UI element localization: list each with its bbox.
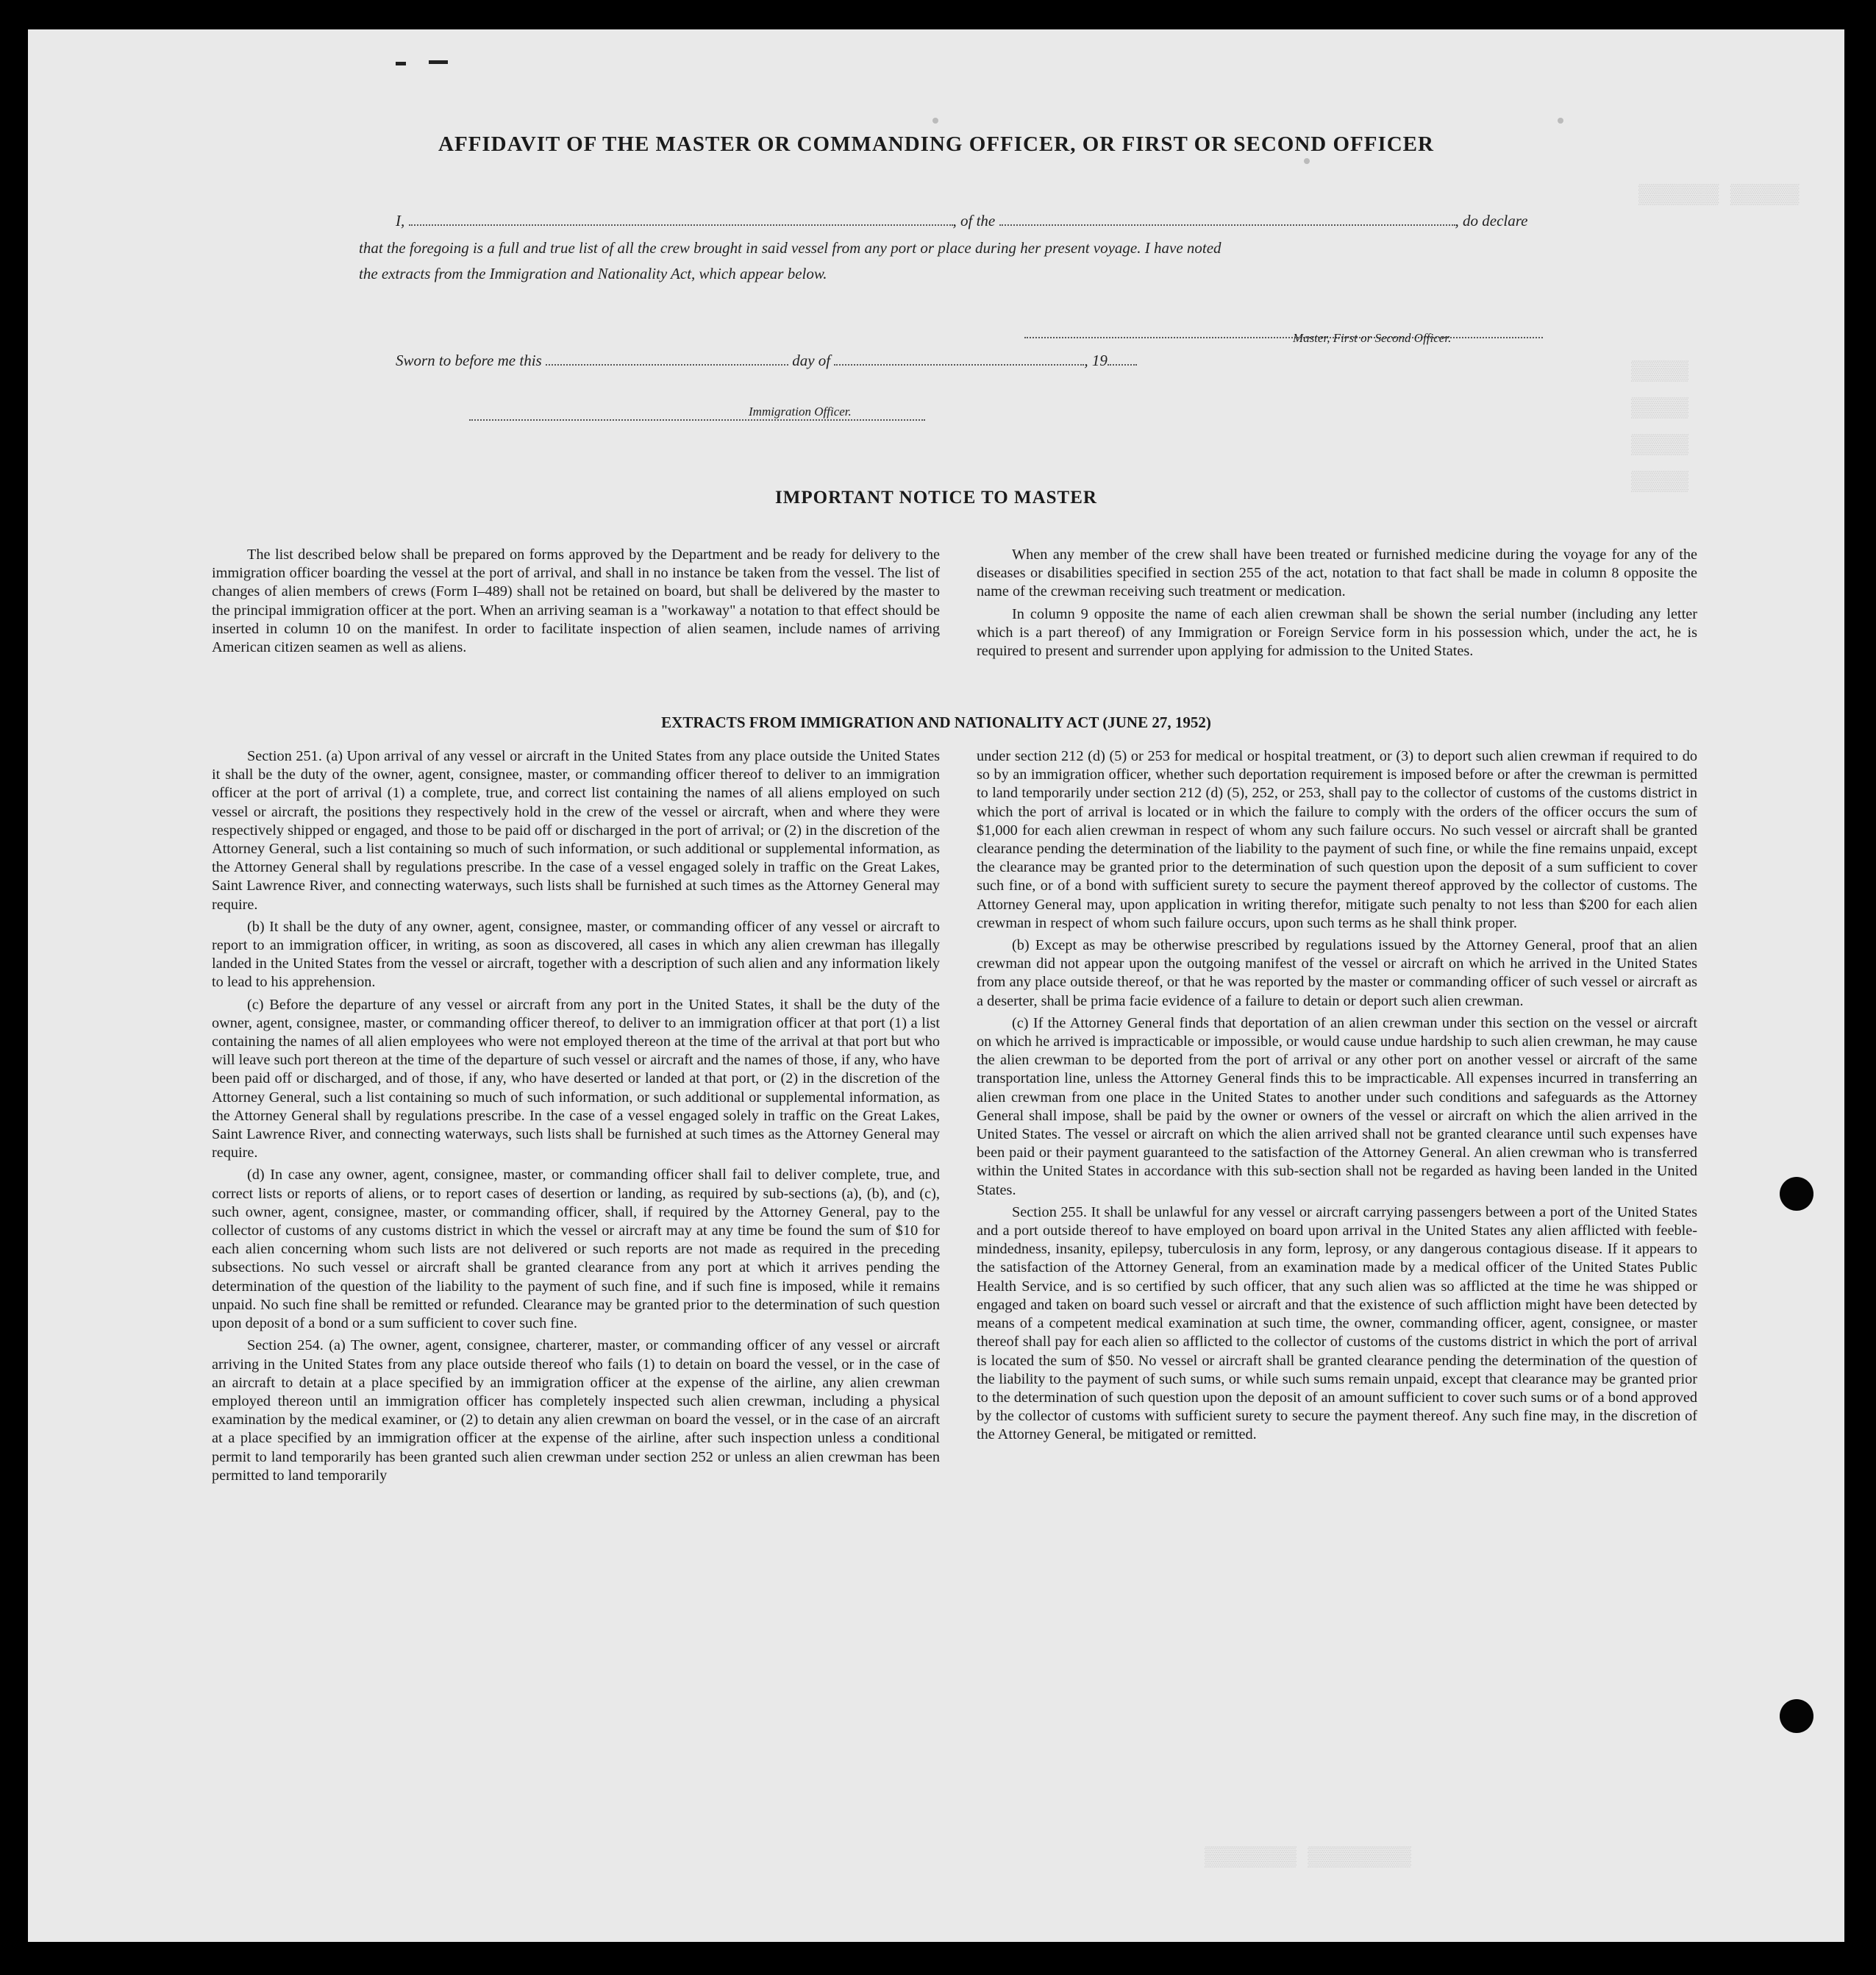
notice-left-column (212, 546, 940, 661)
section-254-a: Section 254. (a) The owner, agent, consignee, charterer, master, or commanding officer of any vessel or aircraft arriving in the United States from any place outside thereof who fails (1) to detain on board the vessel, or in the case of an aircraft to detain at a place specified by an immigration officer at the expense of the airline, any alien crewman employed thereon until an immigration officer has completely inspected such alien crewman, including a physical examination by the medical examiner, or (2) to detain any alien crewman on board the vessel, or in the case of an aircraft at a place specified by an immigration officer at the expense of the airline, after such inspection unless a conditional permit to land temporarily has been granted such alien crewman under section 252 or unless an alien crewman has been permitted to land temporarily (212, 1337, 940, 1484)
bleed-through: ▒▒▒▒▒▒▒▒ ▒▒▒▒▒▒▒▒▒ (1205, 1846, 1411, 1868)
sworn-day-field[interactable] (546, 349, 788, 366)
sworn-line (396, 349, 1137, 370)
affidavit-line-2: that the foregoing is a full and true list of all the crew brought in said vessel from any port or place during her present voyage. I have noted (359, 239, 1221, 257)
notice-right-paragraph-1: When any member of the crew shall have been treated or furnished medicine during the voyage for any of the diseases or disabilities specified in section 255 of the act, notation to that fact shall be made in column 8 opposite the name of the crewman receiving such treatment or medication. (977, 547, 1697, 600)
bleed-through: ▒▒▒▒▒ (1631, 434, 1689, 456)
affidavit-line-1 (396, 210, 1527, 230)
section-254-b: (b) Except as may be otherwise prescribed by regulations issued by the Attorney General, proof that an alien crewman did not appear upon the outgoing manifest of the vessel or aircraft on which he arrived in the United States from any place outside thereof, or that he was reported by the master or commanding officer of such vessel or aircraft as a deserter, shall be prima facie evidence of a failure to detain or deport such alien crewman. (977, 937, 1697, 1009)
declarant-name-field[interactable] (409, 210, 953, 226)
sworn-label: Sworn to before me this (396, 352, 542, 369)
of-the-label: , of the (952, 212, 996, 229)
section-254-a-continued: under section 212 (d) (5) or 253 for medical or hospital treatment, or (3) to deport such alien crewman if required to do so by an immigration officer, whether such deportation requirement is imposed before or after the crewman is permitted to land temporarily under section 212 (d) (5), 252, or 253, shall pay to the collector of customs of the customs district in which the port of arrival is located or in which the failure to comply with the orders of the officer occurs the sum of $1,000 for each alien crewman in respect of whom any such failure occurs. No such vessel or aircraft shall be granted clearance pending the determination of the liability to the payment of such fine, or while the fine remains unpaid, except the clearance may be granted prior to the determination of such question upon the deposit of a sum sufficient to cover such fine, or of a bond with sufficient surety to secure the payment thereof approved by the collector of customs. The Attorney General may, upon application in writing therefor, mitigate such penalty to not less than $200 for each alien crewman in respect of whom such failure occurs, upon such terms as he shall think proper. (977, 748, 1697, 931)
document-page (28, 29, 1844, 1942)
section-255: Section 255. It shall be unlawful for any vessel or aircraft carrying passengers between a port of the United States and a port outside thereof to have employed on board upon arrival in the United States any alien afflicted with feeble-mindedness, insanity, epilepsy, tuberculosis in any form, leprosy, or any dangerous contagious disease. If it appears to the satisfaction of the Attorney General, from an examination made by a medical officer of the United States Public Health Service, and is so certified by such officer, that any such alien was so afflicted at the time he was shipped or engaged and taken on board such vessel or aircraft and that the existence of such affliction might have been detected by means of a competent medical examination at such time, the owner, commanding officer, agent, consignee, or master thereof shall pay for each alien so afflicted to the collector of customs of the customs district in which the port of arrival is located the sum of $50. No vessel or aircraft shall be granted clearance pending the determination of the question of the liability to the payment of such sums, or while such sums remain unpaid, except that clearance may be granted prior to the determination of such question upon the deposit of an amount sufficient to cover such sums or of a bond approved by the collector of customs with sufficient surety to secure the payment thereof. Any such fine may, in the discretion of the Attorney General, be mitigated or remitted. (977, 1203, 1697, 1443)
extracts-left-column (212, 747, 940, 1489)
section-254-c: (c) If the Attorney General finds that deportation of an alien crewman under this section on the vessel or aircraft on which he arrived is impracticable or impossible, or would cause undue hardship to such alien crewman, he may cause the alien crewman to be deported from the port of arrival or any other port on another vessel or aircraft of the same transportation line, unless the Attorney General finds this to be impracticable. All expenses incurred in transferring an alien crewman from one place in the United States to another under such conditions and safeguards as the Attorney General shall impose, shall be paid by the owner or owners of the vessel or aircraft on which the alien arrived in the United States. The vessel or aircraft on which the alien arrived shall not be granted clearance until such expenses have been paid or their payment guaranteed to the satisfaction of the Attorney General. An alien crewman who is transferred within the United States in accordance with this sub-section shall not be regarded as having been landed in the United States. (977, 1014, 1697, 1198)
notice-left-paragraph: The list described below shall be prepared on forms approved by the Department and be ready for delivery to the immigration officer boarding the vessel at the port of arrival, and shall in no instance be taken from the vessel. The list of changes of alien members of crews (Form I–489) shall not be retained on board, but shall be delivered by the master to the principal immigration officer at the port. When an arriving seaman is a "workaway" a notation to that effect should be inserted in column 10 on the manifest. In order to facilitate inspection of alien seamen, include names of arriving American citizen seamen as well as aliens. (212, 547, 940, 656)
bleed-through: ▒▒▒▒▒▒▒ ▒▒▒▒▒▒ (1638, 184, 1800, 206)
section-251-d: (d) In case any owner, agent, consignee, master, or commanding officer shall fail to deliver complete, true, and correct lists or reports of aliens, or to report cases of desertion or landing, as required by sub-sections (a), (b), and (c), such owner, agent, consignee, master, or commanding officer, shall, if required by the Attorney General, pay to the collector of customs of any customs district in which the vessel or aircraft may at any time be found the sum of $10 for each alien concerning whom such lists are not delivered or such reports are not made as required in the preceding subsections. No such vessel or aircraft shall be granted clearance from any port at which it arrives pending the determination of the question of the liability to the payment of such fine, and if such fine is imposed, while it remains unpaid. No such fine shall be remitted or refunded. Clearance may be granted prior to the determination of such question upon deposit of a bond or a sum sufficient to cover such fine. (212, 1167, 940, 1332)
punch-hole (1780, 1177, 1813, 1211)
speck (1558, 118, 1563, 124)
scan-mark (396, 62, 406, 65)
do-declare-label: , do declare (1455, 212, 1528, 229)
sworn-month-field[interactable] (834, 349, 1084, 366)
master-caption: Master, First or Second Officer. (1293, 331, 1452, 345)
master-signature-line[interactable] (1024, 322, 1543, 338)
bleed-through: ▒▒▒▒▒ (1631, 397, 1689, 419)
affidavit-title: AFFIDAVIT OF THE MASTER OR COMMANDING OFFICER, OR FIRST OR SECOND OFFICER (438, 132, 1434, 156)
section-251-b: (b) It shall be the duty of any owner, agent, consignee, master, or commanding officer of any vessel or aircraft to report to an immigration officer, in writing, as soon as discovered, all cases in which any alien crewman has illegally landed in the United States from the vessel or aircraft, together with a description of such alien and any information likely to lead to his apprehension. (212, 918, 940, 991)
extracts-right-column (977, 747, 1697, 1448)
speck (1304, 158, 1310, 164)
sworn-year-field[interactable] (1108, 349, 1137, 366)
scan-mark (429, 60, 448, 64)
speck (932, 118, 938, 124)
officer-caption: Immigration Officer. (749, 405, 852, 419)
declarant-label: I, (396, 212, 405, 229)
notice-right-paragraph-2: In column 9 opposite the name of each alien crewman shall be shown the serial number (including any letter which is a part thereof) of any Immigration or Foreign Service form in his possession which, under the act, he is required to present and surrender upon applying for admission to the United States. (977, 605, 1697, 660)
notice-right-column (977, 546, 1697, 664)
vessel-name-field[interactable] (999, 210, 1455, 226)
day-of-label: day of (792, 352, 831, 369)
officer-signature-line[interactable] (469, 405, 925, 421)
bleed-through: ▒▒▒▒▒ (1631, 471, 1689, 493)
section-251-c: (c) Before the departure of any vessel or aircraft from any port in the United States, it shall be the duty of the owner, agent, consignee, master, or commanding officer thereof, to deliver to an immigration officer at that port (1) a list containing the names of all alien employees who were not employed thereon at the time of the arrival at that port but who will leave such port thereon at the time of the departure of such vessel or aircraft and the names of those, if any, who have been paid off or discharged, and of those, if any, who have deserted or landed at that port, or (2) in the discretion of the Attorney General, such a list containing so much of such information, or such additional or supplemental information, as the Attorney General shall by regulations prescribe. In the case of a vessel engaged solely in traffic on the Great Lakes, Saint Lawrence River, and connecting waterways, such lists shall be furnished at such times as the Attorney General may require. (212, 996, 940, 1161)
notice-title: IMPORTANT NOTICE TO MASTER (775, 488, 1097, 508)
year-label: , 19 (1084, 352, 1108, 369)
bleed-through: ▒▒▒▒▒ (1631, 360, 1689, 382)
section-251-a: Section 251. (a) Upon arrival of any vessel or aircraft in the United States from any place outside the United States it shall be the duty of the owner, agent, consignee, master, or commanding officer thereof to deliver to an immigration officer at the port of arrival (1) a complete, true, and correct list containing the names of all aliens employed on such vessel or aircraft, the positions they respectively hold in the crew of the vessel or aircraft, when and where they were respectively shipped or engaged, and those to be paid off or discharged in the port of arrival; or (2) in the discretion of the Attorney General, such a list containing so much of such information, or such additional or supplemental information, as the Attorney General shall by regulations prescribe. In the case of a vessel engaged solely in traffic on the Great Lakes, Saint Lawrence River, and connecting waterways, such lists shall be furnished at such times as the Attorney General may require. (212, 748, 940, 913)
punch-hole (1780, 1699, 1813, 1733)
affidavit-line-3: the extracts from the Immigration and Nationality Act, which appear below. (359, 265, 827, 282)
extracts-title: EXTRACTS FROM IMMIGRATION AND NATIONALITY ACT (JUNE 27, 1952) (661, 714, 1211, 731)
